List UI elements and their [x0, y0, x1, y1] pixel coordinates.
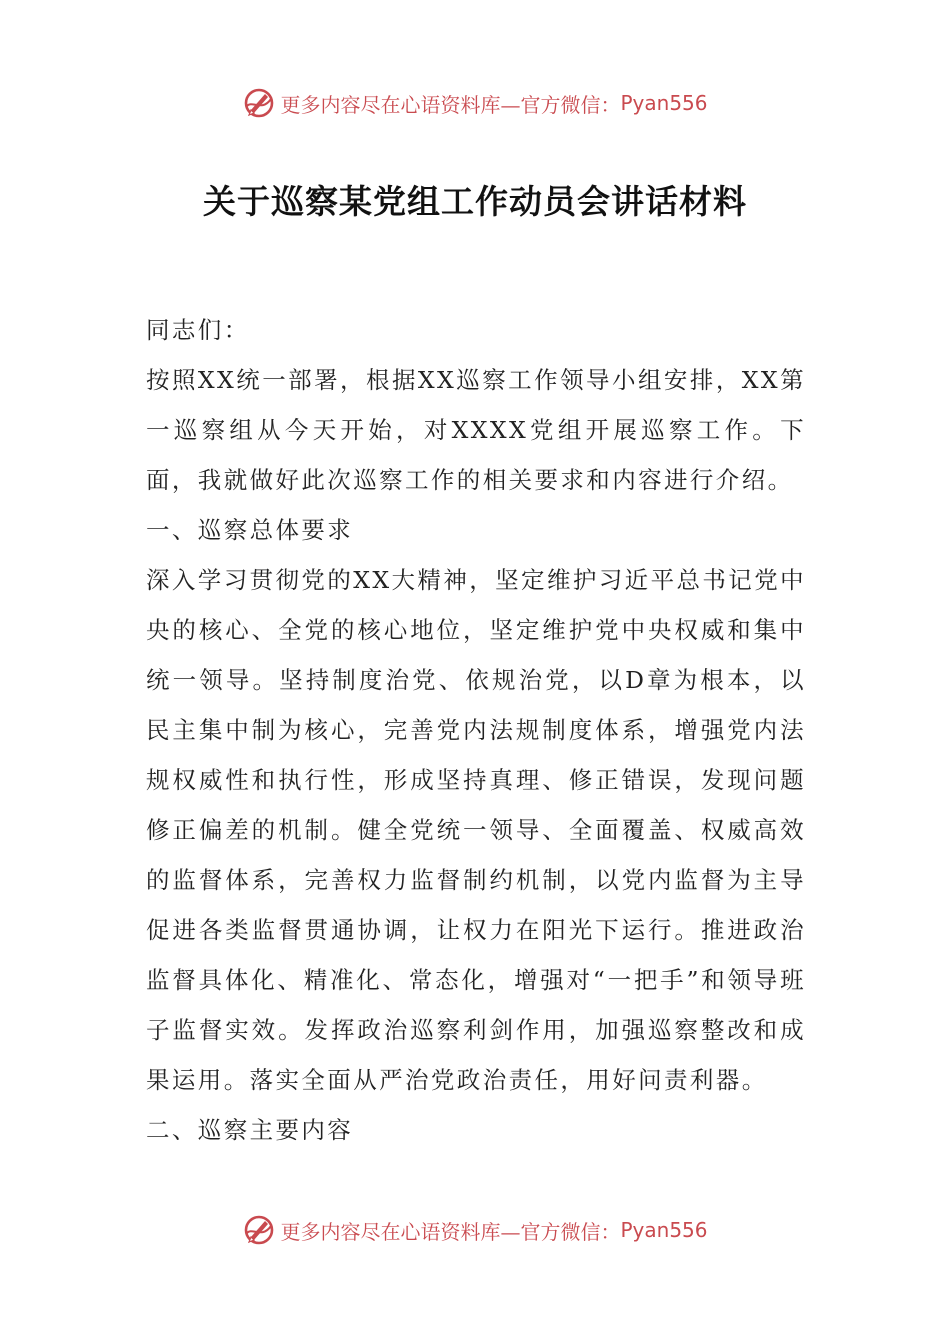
salutation: 同志们： — [146, 316, 250, 344]
section-heading-1: 一、巡察总体要求 — [146, 516, 354, 544]
footer-banner-text: 更多内容尽在心语资料库—官方微信： — [280, 1219, 621, 1244]
header-banner — [0, 83, 950, 123]
header-banner-wechat-id: Pyan556 — [620, 91, 708, 115]
document-body — [146, 305, 806, 1155]
intro-paragraph: 按照XX统一部署，根据XX巡察工作领导小组安排，XX第一巡察组从今天开始，对XXXX党组开展巡察工作。下面，我就做好此次巡察工作的相关要求和内容进行介绍。 — [146, 366, 806, 494]
footer-banner — [0, 1210, 950, 1250]
section-heading-2: 二、巡察主要内容 — [146, 1116, 354, 1144]
pen-swirl-logo-icon — [242, 86, 276, 120]
pen-swirl-logo-icon — [242, 1213, 276, 1247]
footer-banner-wechat-id: Pyan556 — [620, 1218, 708, 1242]
header-banner-text: 更多内容尽在心语资料库—官方微信： — [280, 92, 621, 117]
section-1-paragraph: 深入学习贯彻党的XX大精神，坚定维护习近平总书记党中央的核心、全党的核心地位，坚定维护党中央权威和集中统一领导。坚持制度治党、依规治党，以D章为根本，以民主集中制为核心，完善党内法规制度体系，增强党内法规权威性和执行性，形成坚持真理、修正错误，发现问题修正偏差的机制。健全党统一领导、全面覆盖、权威高效的监督体系，完善权力监督制约机制，以党内监督为主导促进各类监督贯通协调，让权力在阳光下运行。推进政治监督具体化、精准化、常态化，增强对“一把手”和领导班子监督实效。发挥政治巡察利剑作用，加强巡察整改和成果运用。落实全面从严治党政治责任，用好问责利器。 — [146, 566, 806, 1094]
footer-banner-inner — [242, 1213, 707, 1247]
header-banner-inner — [242, 86, 707, 120]
document-title: 关于巡察某党组工作动员会讲话材料 — [203, 182, 747, 221]
